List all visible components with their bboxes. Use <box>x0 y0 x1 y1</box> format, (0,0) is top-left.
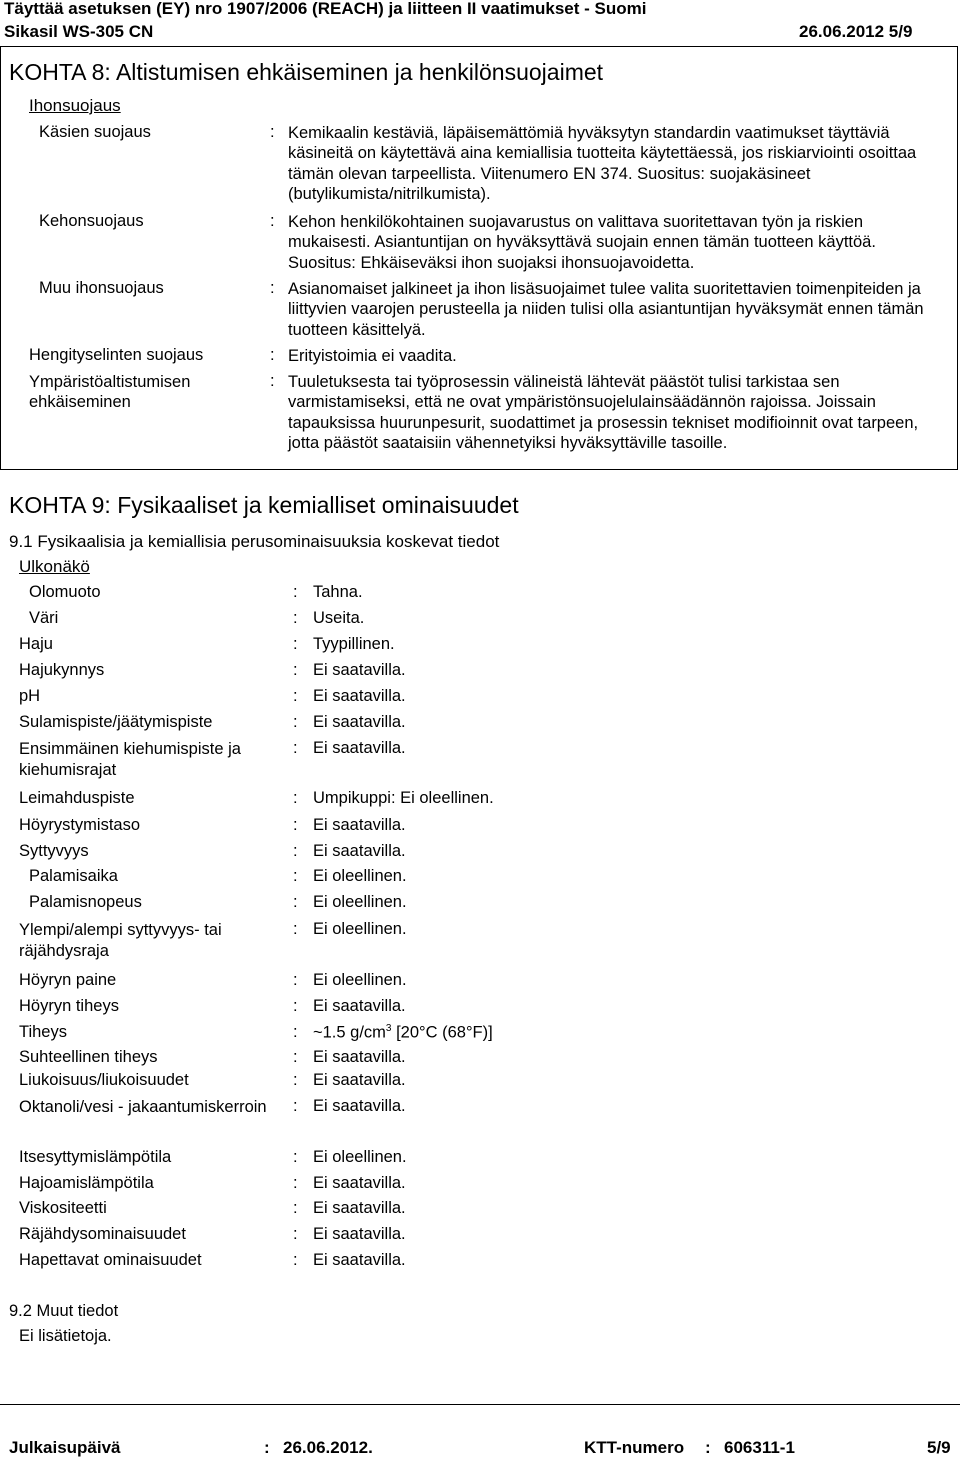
property-label: Leimahduspiste <box>19 789 135 807</box>
property-value-text: Ei saatavilla. <box>313 1097 406 1115</box>
respiratory-protection-label: Hengityselinten suojaus <box>29 346 204 364</box>
publication-date-label: Julkaisupäivä <box>9 1438 121 1457</box>
colon: : <box>270 212 275 230</box>
property-value-text: Ei saatavilla. <box>313 1048 406 1066</box>
property-value-text: Ei saatavilla. <box>313 713 406 731</box>
property-label: Ylempi/alempi syttyvyys- tai räjähdysraja <box>19 921 222 960</box>
property-label: Hajukynnys <box>19 661 105 679</box>
property-label: Palamisaika <box>29 867 118 885</box>
property-value <box>313 1225 406 1244</box>
hand-protection-text: Kemikaalin kestäviä, läpäisemättömiä hyväksytyn standardin vaatimukset täyttäviä käsineitä on käytettävä aina kemiallisia tuotteita käytettäessä, jos riskiarviointi osoittaa tämän olevan tarpeellista. Viitenumero EN 374. Suositus: suojakäsineet (butylikumista/nitrilkumista). <box>288 124 917 203</box>
colon: : <box>293 842 298 860</box>
section-9-title: KOHTA 9: Fysikaaliset ja kemialliset ominaisuudet <box>9 492 519 518</box>
colon: : <box>293 609 298 627</box>
property-label: Räjähdysominaisuudet <box>19 1225 186 1243</box>
property-label: Suhteellinen tiheys <box>19 1048 158 1066</box>
colon: : <box>293 635 298 653</box>
property-value <box>313 609 364 628</box>
property-label: Ensimmäinen kiehumispiste ja kiehumisrajat <box>19 740 241 779</box>
property-label: Tiheys <box>19 1023 67 1041</box>
property-value <box>313 1071 406 1090</box>
property-value <box>313 713 406 732</box>
colon: : <box>293 1251 298 1269</box>
colon: : <box>293 1199 298 1217</box>
section-9-1-heading: 9.1 Fysikaalisia ja kemiallisia perusominaisuuksia koskevat tiedot <box>9 532 500 551</box>
property-value-text: Ei saatavilla. <box>313 997 406 1015</box>
colon: : <box>293 661 298 679</box>
property-value <box>313 1174 406 1193</box>
property-value <box>313 920 407 939</box>
property-label: Hapettavat ominaisuudet <box>19 1251 202 1269</box>
property-label: Liukoisuus/liukoisuudet <box>19 1071 189 1089</box>
property-value-text: Tyypillinen. <box>313 635 395 653</box>
colon: : <box>264 1438 270 1457</box>
property-value <box>313 583 363 602</box>
property-label: Viskositeetti <box>19 1199 107 1217</box>
colon: : <box>270 279 275 297</box>
property-value-text: Ei saatavilla. <box>313 842 406 860</box>
colon: : <box>293 1071 298 1089</box>
property-label: Väri <box>29 609 59 627</box>
colon: : <box>293 867 298 885</box>
property-label: Syttyvyys <box>19 842 89 860</box>
property-value-suffix: [20°C (68°F)] <box>391 1023 493 1042</box>
property-value-text: Ei saatavilla. <box>313 1225 406 1243</box>
footer-divider <box>0 1404 960 1405</box>
colon: : <box>293 583 298 601</box>
other-skin-protection-label: Muu ihonsuojaus <box>39 279 164 297</box>
property-label: Höyryn paine <box>19 971 117 989</box>
body-protection-label: Kehonsuojaus <box>39 212 144 230</box>
colon: : <box>293 789 298 807</box>
superscript: 3 <box>385 1023 392 1034</box>
property-value-text: Ei saatavilla. <box>313 739 406 757</box>
property-label: Sulamispiste/jäätymispiste <box>19 713 213 731</box>
colon: : <box>293 1174 298 1192</box>
property-value-text: Ei saatavilla. <box>313 1071 406 1089</box>
property-value-text: Ei oleellinen. <box>313 1148 407 1166</box>
colon: : <box>270 346 275 364</box>
property-label: Höyrystymistaso <box>19 816 141 834</box>
property-value-text: Tahna. <box>313 583 363 601</box>
colon: : <box>293 713 298 731</box>
section-8-title: KOHTA 8: Altistumisen ehkäiseminen ja henkilönsuojaimet <box>9 59 604 85</box>
colon: : <box>293 893 298 911</box>
colon: : <box>705 1438 711 1457</box>
property-value-text: Ei saatavilla. <box>313 1251 406 1269</box>
other-skin-protection-text: Asianomaiset jalkineet ja ihon lisäsuojaimet tulee valita suoritettavien toimenpiteiden ja liittyvien vaarojen perusteella ja niiden tulisi olla asiantuntijan hyväksymät ennen tämän tuotteen käsittelyä. <box>288 280 924 339</box>
property-value <box>313 971 407 990</box>
property-value <box>313 1097 406 1116</box>
property-label: Palamisnopeus <box>29 893 142 911</box>
colon: : <box>293 1225 298 1243</box>
property-label: pH <box>19 687 41 705</box>
property-value <box>313 1251 406 1270</box>
appearance-heading: Ulkonäkö <box>19 557 90 576</box>
property-value <box>313 1148 407 1167</box>
property-value-text: Ei oleellinen. <box>313 920 407 938</box>
property-value-text: Ei oleellinen. <box>313 971 407 989</box>
colon: : <box>293 920 298 938</box>
property-value-text: Ei oleellinen. <box>313 867 407 885</box>
colon: : <box>293 1048 298 1066</box>
page-number: 5/9 <box>927 1438 951 1457</box>
colon: : <box>293 1023 298 1041</box>
property-value-text: Useita. <box>313 609 365 627</box>
property-value <box>313 816 406 835</box>
property-value <box>313 739 406 758</box>
document-header-title: Täyttää asetuksen (EY) nro 1907/2006 (REACH) ja liitteen II vaatimukset - Suomi <box>4 0 647 18</box>
publication-date: 26.06.2012. <box>283 1438 373 1457</box>
property-value <box>313 997 406 1016</box>
property-label: Haju <box>19 635 53 653</box>
property-value <box>313 1199 406 1218</box>
ktt-number-label: KTT-numero <box>584 1438 685 1457</box>
colon: : <box>270 372 275 390</box>
property-value-text: Ei saatavilla. <box>313 661 406 679</box>
environmental-exposure-text: Tuuletuksesta tai työprosessin välineistä lähtevät päästöt tulisi tarkistaa sen varmistamiseksi, että ne ovat ympäristönsuojelulainsäädännön rajoissa. Joissain tapauksissa huurunpesurit, suodattimet ja prosessin tekniset modifioinnit ovat tarpeen, jotta päästöt saataisiin vähennetyiksi hyväksyttäville tasoille. <box>288 373 919 452</box>
property-value <box>313 1023 493 1043</box>
property-label: Oktanoli/vesi - jakaantumiskerroin <box>19 1098 267 1116</box>
property-value <box>313 842 406 861</box>
property-value <box>313 789 494 808</box>
product-name: Sikasil WS-305 CN <box>4 22 154 41</box>
property-value <box>313 687 406 706</box>
property-value <box>313 867 407 886</box>
colon: : <box>293 739 298 757</box>
hand-protection-label: Käsien suojaus <box>39 123 151 141</box>
property-value-text: ~1.5 g/cm <box>313 1023 386 1042</box>
section-9-2-heading: 9.2 Muut tiedot <box>9 1302 119 1320</box>
colon: : <box>293 971 298 989</box>
property-label: Olomuoto <box>29 583 101 601</box>
property-value-text: Ei oleellinen. <box>313 893 407 911</box>
property-label: Itsesyttymislämpötila <box>19 1148 172 1166</box>
property-value <box>313 635 395 654</box>
colon: : <box>293 1097 298 1115</box>
colon: : <box>293 1148 298 1166</box>
body-protection-text: Kehon henkilökohtainen suojavarustus on valittava suoritettavan työn ja riskien mukaisesti. Asiantuntijan on hyväksyttävä suojain ennen tämän tuotteen käyttöä. Suositus: Ehkäiseväksi ihon suojaksi ihonsuojavoidetta. <box>288 213 876 272</box>
header-date-page: 26.06.2012 5/9 <box>799 22 913 41</box>
environmental-exposure-label: Ympäristöaltistumisen ehkäiseminen <box>29 373 191 412</box>
other-info-text: Ei lisätietoja. <box>19 1327 112 1345</box>
property-value-text: Ei saatavilla. <box>313 687 406 705</box>
property-value <box>313 661 406 680</box>
colon: : <box>270 123 275 141</box>
skin-protection-heading: Ihonsuojaus <box>29 96 121 115</box>
property-value-text: Umpikuppi: Ei oleellinen. <box>313 789 494 807</box>
property-label: Hajoamislämpötila <box>19 1174 154 1192</box>
colon: : <box>293 816 298 834</box>
property-value-text: Ei saatavilla. <box>313 1199 406 1217</box>
respiratory-protection-text: Erityistoimia ei vaadita. <box>288 347 457 365</box>
colon: : <box>293 997 298 1015</box>
property-label: Höyryn tiheys <box>19 997 119 1015</box>
property-value <box>313 893 407 912</box>
property-value-text: Ei saatavilla. <box>313 816 406 834</box>
ktt-number: 606311-1 <box>724 1438 795 1457</box>
colon: : <box>293 687 298 705</box>
property-value-text: Ei saatavilla. <box>313 1174 406 1192</box>
property-value <box>313 1048 406 1067</box>
